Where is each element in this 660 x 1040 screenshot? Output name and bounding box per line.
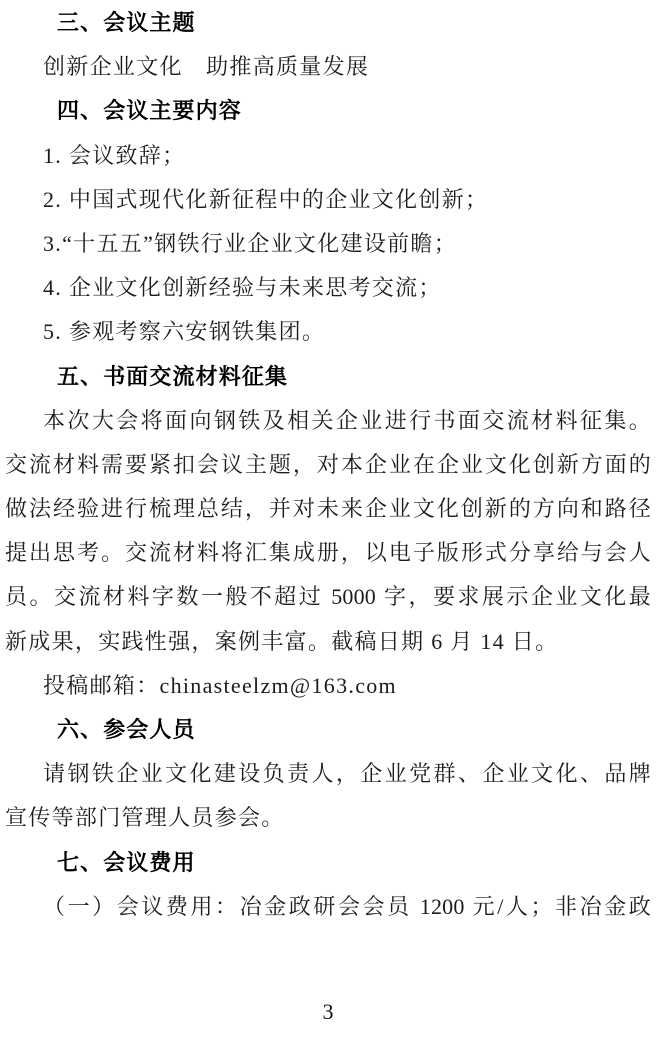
meeting-theme-text: 创新企业文化 助推高质量发展 (43, 54, 370, 80)
agenda-item-3: 3.“十五五”钢铁行业企业文化建设前瞻； (43, 230, 458, 256)
participants-line-2: 宣传等部门管理人员参会。 (5, 805, 285, 831)
participants-line-1: 请钢铁企业文化建设负责人，企业党群、企业文化、品牌 (43, 761, 651, 787)
materials-line-4: 提出思考。交流材料将汇集成册，以电子版形式分享给与会人 (5, 540, 651, 566)
materials-line-6: 新成果，实践性强，案例丰富。截稿日期 6 月 14 日。 (5, 628, 559, 654)
heading-5-materials: 五、书面交流材料征集 (57, 363, 289, 389)
fees-line-1: （一）会议费用：冶金政研会会员 1200 元/人；非冶金政 (43, 893, 651, 919)
heading-4-main-content: 四、会议主要内容 (57, 98, 242, 124)
materials-line-3: 做法经验进行梳理总结，并对未来企业文化创新的方向和路径 (5, 496, 651, 522)
agenda-item-5: 5. 参观考察六安钢铁集团。 (43, 319, 326, 345)
document-page (5, 1, 651, 1039)
doc-lines (5, 1, 651, 929)
materials-line-5: 员。交流材料字数一般不超过 5000 字，要求展示企业文化最 (5, 584, 651, 610)
materials-line-1: 本次大会将面向钢铁及相关企业进行书面交流材料征集。 (43, 407, 651, 433)
heading-7-fees: 七、会议费用 (57, 849, 196, 875)
agenda-item-4: 4. 企业文化创新经验与未来思考交流； (43, 275, 442, 301)
agenda-item-2: 2. 中国式现代化新征程中的企业文化创新； (43, 186, 489, 212)
heading-6-participants: 六、参会人员 (57, 717, 196, 742)
submission-email: 投稿邮箱：chinasteelzm@163.com (43, 672, 397, 698)
agenda-item-1: 1. 会议致辞； (43, 142, 186, 168)
heading-3-meeting-theme: 三、会议主题 (57, 10, 196, 35)
page-number: 3 (322, 999, 334, 1024)
materials-line-2: 交流材料需要紧扣会议主题，对本企业在企业文化创新方面的 (5, 451, 651, 477)
